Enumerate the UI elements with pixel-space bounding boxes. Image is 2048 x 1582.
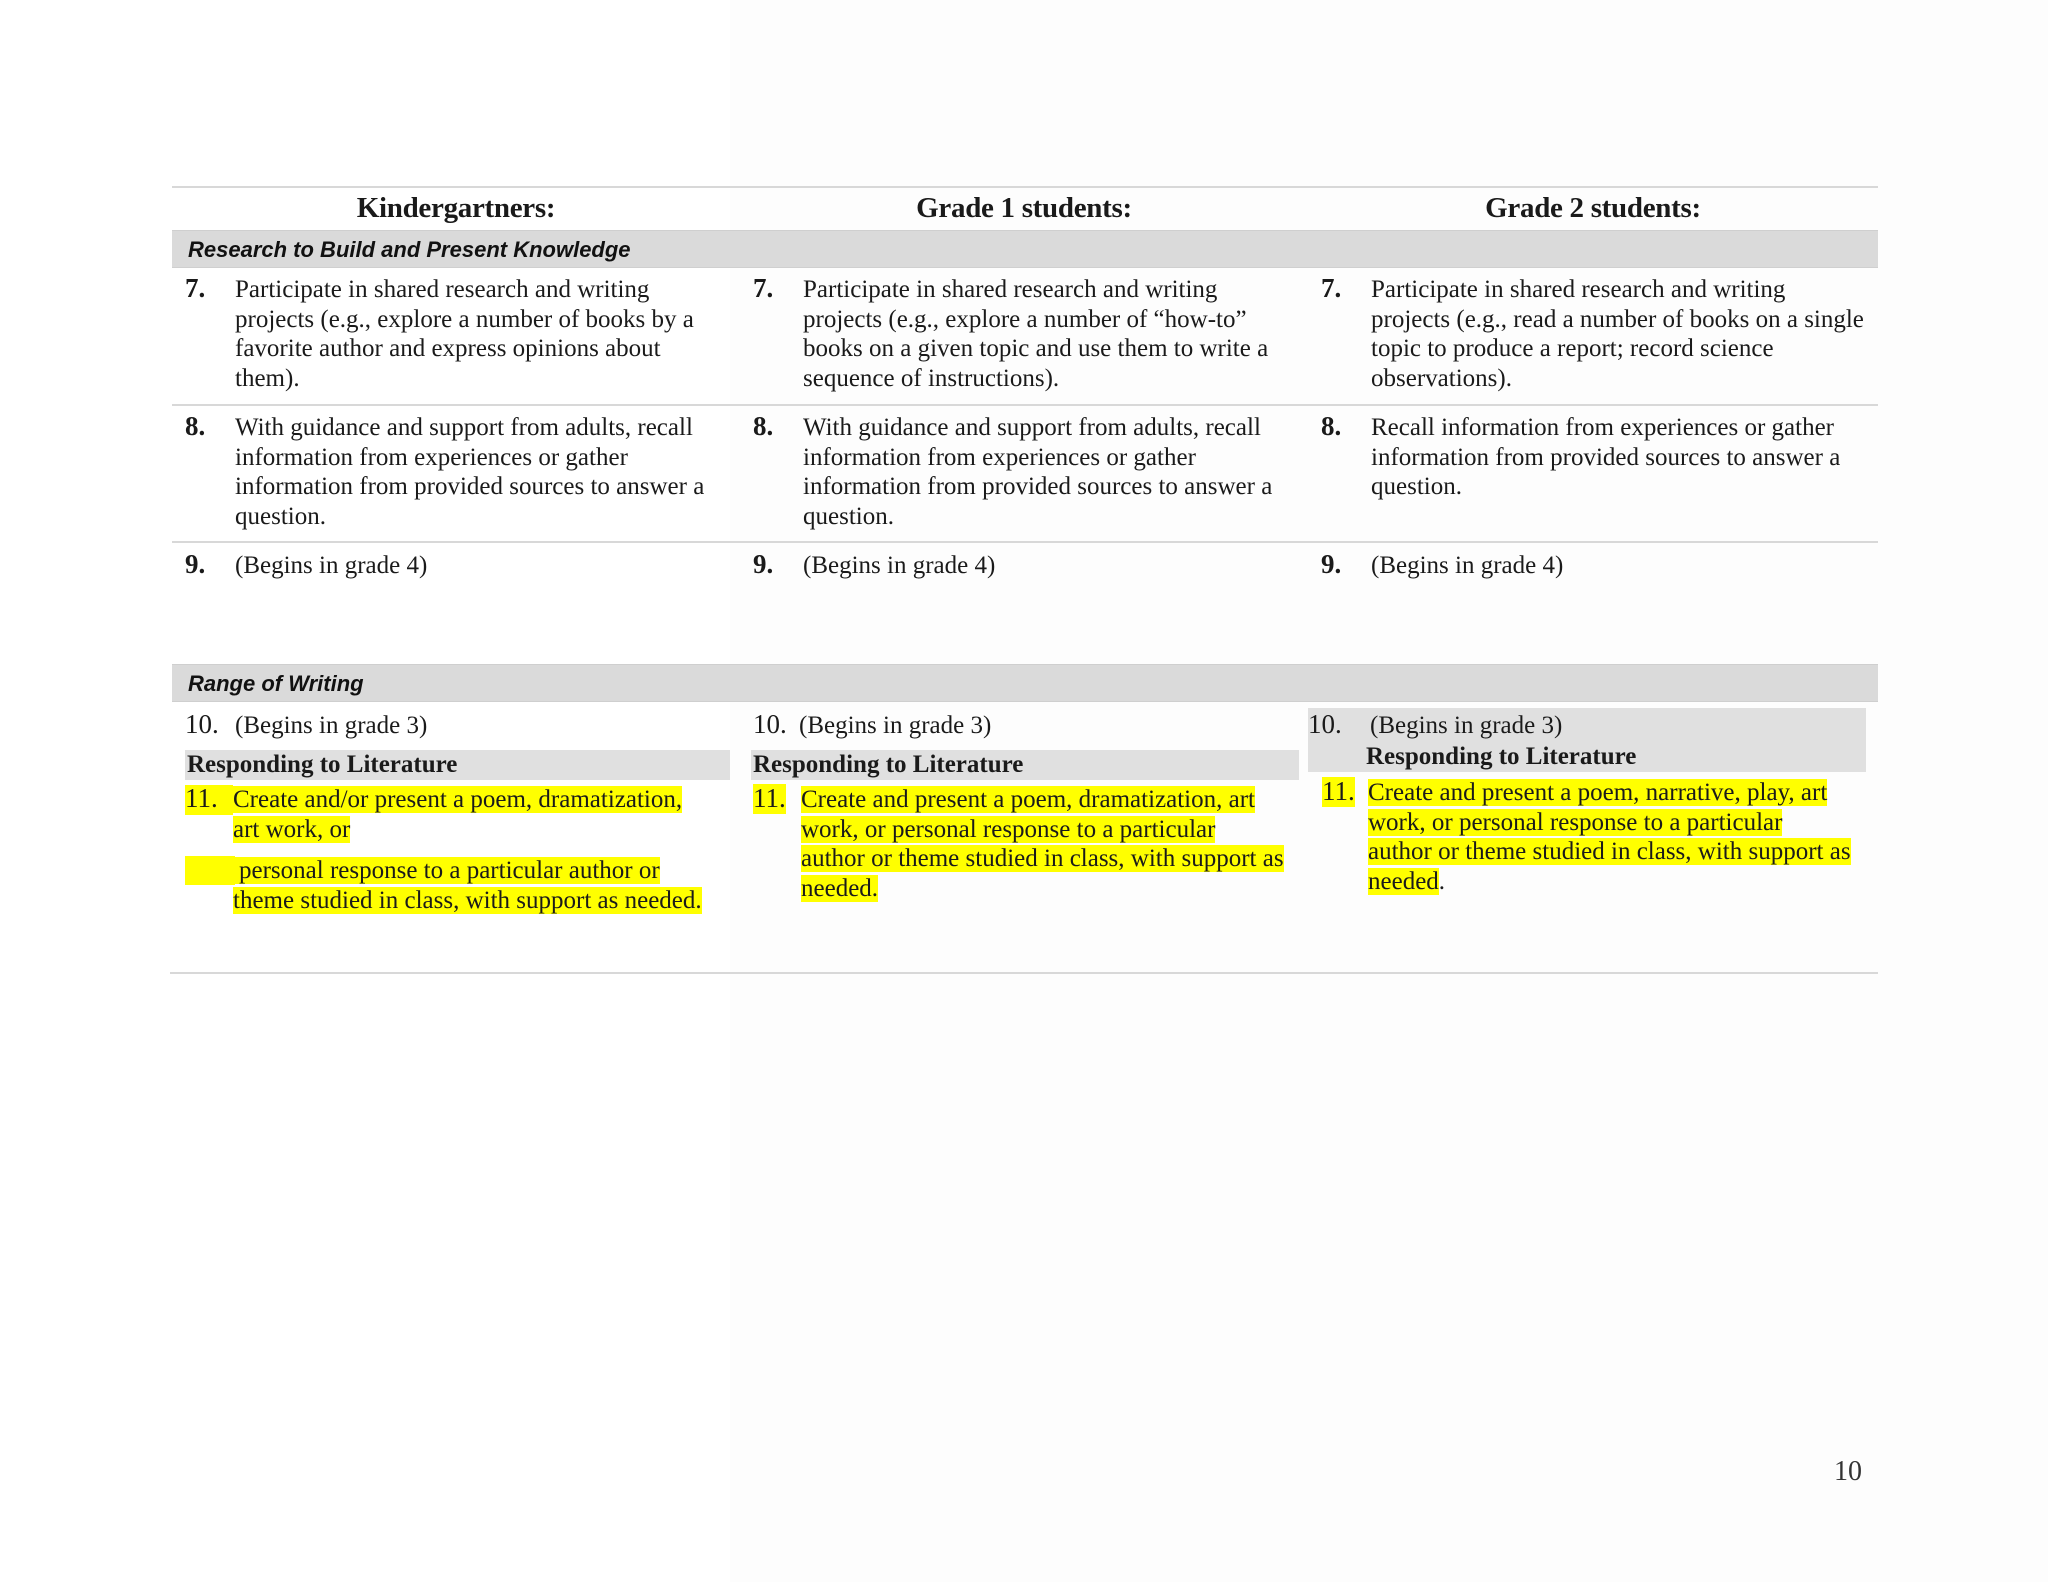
standard-number: 9. xyxy=(185,549,206,579)
highlighted-text: art work, or xyxy=(233,815,351,843)
subsection-responding-grade-2: Responding to Literature xyxy=(1366,743,1637,770)
standard-number: 10. xyxy=(185,709,219,739)
standard-number: 7. xyxy=(1321,273,1342,303)
standard-text: (Begins in grade 4) xyxy=(235,552,428,579)
standard-number: 8. xyxy=(185,411,206,441)
standard-text: (Begins in grade 3) xyxy=(235,712,428,739)
page-number: 10 xyxy=(1834,1456,1862,1487)
standard-number: 10. xyxy=(753,709,787,739)
subsection-responding-kindergarten: Responding to Literature xyxy=(185,750,730,780)
trailing-period: . xyxy=(1438,867,1446,895)
standard-text: (Begins in grade 3) xyxy=(799,712,992,739)
highlighted-text: Create and present a poem, narrative, play, art xyxy=(1368,779,1828,806)
standard-number: 8. xyxy=(1321,411,1342,441)
column-header-grade-2: Grade 2 students: xyxy=(1485,192,1701,224)
standard-text: Participate in shared research and writing projects (e.g., explore a number of books by a favorite author and express opinions about them). xyxy=(235,276,694,392)
highlighted-text: personal response to a particular author or xyxy=(233,857,660,884)
standard-number: 11. xyxy=(185,783,218,813)
standard-text: (Begins in grade 3) xyxy=(1370,712,1563,739)
highlighted-text: author or theme studied in class, with support as xyxy=(1368,838,1851,865)
standard-number: 8. xyxy=(753,411,774,441)
standard-text: Recall information from experiences or gather information from provided sources to answer a question. xyxy=(1371,414,1841,500)
standard-number: 10. xyxy=(1308,709,1342,739)
table-bottom-rule xyxy=(170,972,1878,974)
highlighted-text: author or theme studied in class, with support as xyxy=(801,845,1284,872)
standard-text: Participate in shared research and writing projects (e.g., explore a number of “how-to” books on a given topic and use them to write a sequence of instructions). xyxy=(803,276,1269,392)
highlighted-text: theme studied in class, with support as needed. xyxy=(233,886,702,914)
standard-number: 7. xyxy=(185,273,206,303)
standard-text: (Begins in grade 4) xyxy=(803,552,996,579)
row-divider xyxy=(172,404,1878,406)
section-header-range-of-writing: Range of Writing xyxy=(172,664,1878,702)
standard-number: 9. xyxy=(1321,549,1342,579)
standard-number: 9. xyxy=(753,549,774,579)
highlighted-text: work, or personal response to a particular xyxy=(1368,808,1783,836)
standard-text: (Begins in grade 4) xyxy=(1371,552,1564,579)
standard-number: 11. xyxy=(753,783,786,813)
highlighted-text: needed xyxy=(1368,867,1439,895)
column-header-grade-1: Grade 1 students: xyxy=(916,192,1132,224)
highlighted-text: Create and/or present a poem, dramatization, xyxy=(233,786,683,813)
row-divider xyxy=(172,541,1878,543)
section-header-research: Research to Build and Present Knowledge xyxy=(172,230,1878,268)
standard-number: 11. xyxy=(1322,776,1355,806)
standard-11-kindergarten-continued xyxy=(233,856,702,915)
highlighted-text: Create and present a poem, dramatization, art xyxy=(801,786,1255,813)
standard-text: Participate in shared research and writing projects (e.g., read a number of books on a single topic to produce a report; record science observations). xyxy=(1371,276,1864,392)
highlighted-text: needed. xyxy=(801,874,879,902)
subsection-responding-grade-1: Responding to Literature xyxy=(751,750,1299,780)
highlighted-text: work, or personal response to a particular xyxy=(801,815,1216,843)
standard-number: 7. xyxy=(753,273,774,303)
standard-text: With guidance and support from adults, recall information from experiences or gather information from provided sources to answer a question. xyxy=(803,414,1273,530)
standard-text: With guidance and support from adults, recall information from experiences or gather information from provided sources to answer a question. xyxy=(235,414,705,530)
column-header-kindergarten: Kindergartners: xyxy=(356,192,556,224)
highlight-mark xyxy=(185,856,235,885)
